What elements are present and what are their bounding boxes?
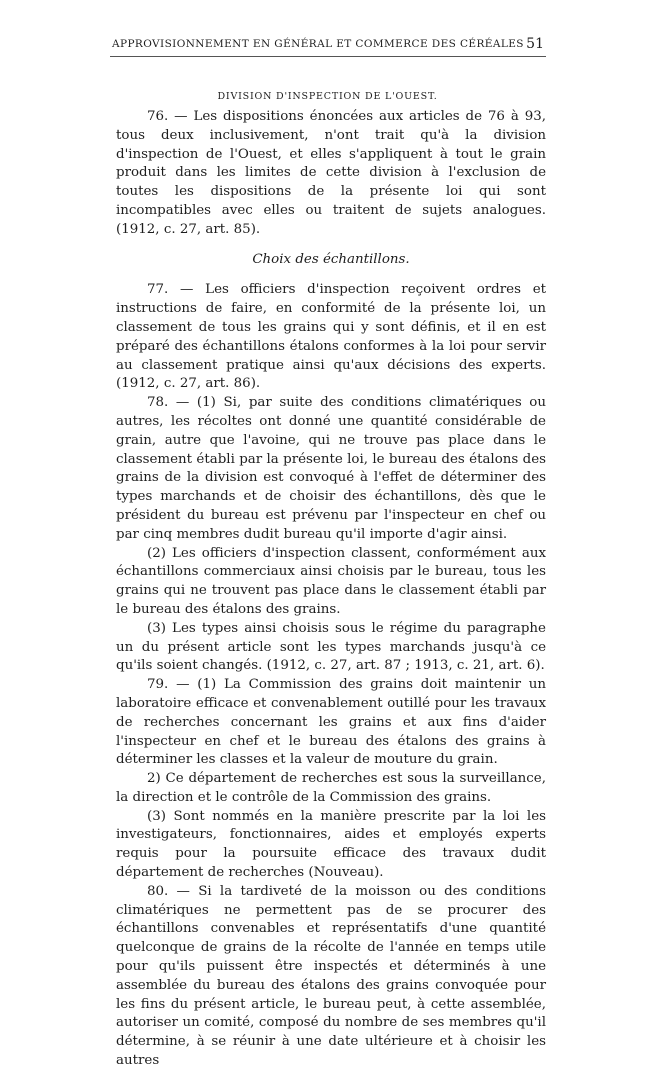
running-header: APPROVISIONNEMENT EN GÉNÉRAL ET COMMERCE DES CÉRÉALES	[112, 38, 524, 50]
page-header	[112, 38, 544, 54]
header-rule	[110, 56, 546, 57]
paragraph-78-2: (2) Les officiers d'inspection classent, conformément aux échantillons commerciaux ainsi choisis par le bureau, tous les grains qui ne trouvent pas place dans le classement établi par le bureau des étalons des grains.	[116, 545, 546, 617]
section-title: DIVISION D'INSPECTION DE L'OUEST.	[217, 91, 438, 102]
subheading: Choix des échantillons.	[252, 251, 410, 267]
paragraph-79-3: (3) Sont nommés en la manière prescrite par la loi les investigateurs, fonctionnaires, aides et employés experts requis pour la poursuite efficace des travaux dudit département de recherches (Nouveau).	[116, 808, 546, 881]
paragraph-79-2: 2) Ce département de recherches est sous la surveillance, la direction et le contrôle de la Commission des grains.	[116, 771, 546, 805]
paragraph-80: 80. — Si la tardiveté de la moisson ou des conditions climatériques ne permettent pas de se procurer des échantillons convenables et représentatifs d'une quantité quelconque de grains de la récolte de l'année en temps utile pour qu'ils puissent être inspectés et déterminés à une assemblée du bureau des étalons des grains convoquée pour les fins du présent article, le bureau peut, à cette assemblée, autoriser un comité, composé du nombre de ses membres qu'il détermine, à se réunir à une date ultérieure et à choisir les autres	[116, 883, 546, 1069]
body-text	[116, 108, 546, 1071]
paragraph-79-1: 79. — (1) La Commission des grains doit maintenir un laboratoire efficace et convenablement outillé pour les travaux de recherches concernant les grains et aux fins d'aider l'inspecteur en chef et le bureau des étalons des grains à déterminer les classes et la valeur de mouture du grain.	[116, 677, 546, 768]
paragraph-78-1: 78. — (1) Si, par suite des conditions climatériques ou autres, les récoltes ont donné une quantité considérable de grain, autre que l'avoine, qui ne trouve pas place dans le classement établi par la présente loi, le bureau des étalons des grains de la division est convoqué à l'effet de déterminer des types marchands et de choisir des échantillons, dès que le président du bureau est prévenu par l'inspecteur en chef ou par cinq membres dudit bureau qu'il importe d'agir ainsi.	[116, 395, 546, 542]
paragraph-76: 76. — Les dispositions énoncées aux articles de 76 à 93, tous deux inclusivement, n'ont trait qu'à la division d'inspection de l'Ouest, et elles s'appliquent à tout le grain produit dans les limites de cette division à l'exclusion de toutes les dispositions de la présente loi qui sont incompatibles avec elles ou traitent de sujets analogues. (1912, c. 27, art. 85).	[116, 109, 546, 237]
paragraph-78-3: (3) Les types ainsi choisis sous le régime du paragraphe un du présent article sont les types marchands jusqu'à ce qu'ils soient changés. (1912, c. 27, art. 87 ; 1913, c. 21, art. 6).	[116, 620, 546, 674]
paragraph-77: 77. — Les officiers d'inspection reçoivent ordres et instructions de faire, en conformité de la présente loi, un classement de tous les grains qui y sont définis, et il en est préparé des échantillons étalons conformes à la loi pour servir au classement pratique ainsi qu'aux décisions des experts. (1912, c. 27, art. 86).	[116, 282, 546, 392]
page-number: 51	[526, 36, 544, 52]
